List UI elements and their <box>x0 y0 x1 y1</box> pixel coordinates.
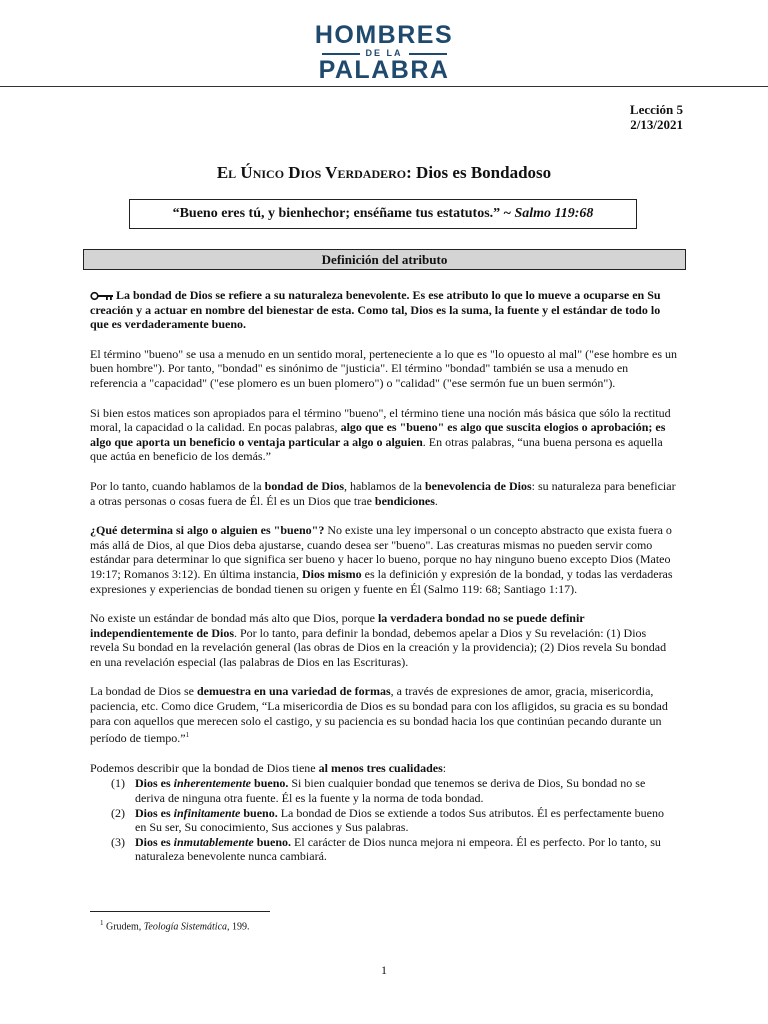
p8-bold: al menos tres cualidades <box>318 760 443 775</box>
q1-rest: Si bien cualquier bondad que tenemos se deriva de Dios, Su bondad no se deriva de ninguna otra fuente. Él es la fuente y la norma de toda bondad. <box>135 776 646 806</box>
p6-bold: la verdadera bondad no se puede definir independientemente de Dios <box>90 611 585 640</box>
logo-line-3: PALABRA <box>318 56 450 84</box>
definition-text: La bondad de Dios se refiere a su naturaleza benevolente. Es ese atributo lo que lo mueve a ocuparse en Su creación y a actuar en nombre del bienestar de esta. Como tal, Dios es la suma, la fuente y el estándar de todo lo que es verdaderamente bueno. <box>90 288 661 332</box>
lesson-number: Lección 5 <box>629 102 683 117</box>
footnote-ref[interactable]: 1 <box>185 731 190 740</box>
p4-bold-b: bondad de Dios <box>264 478 345 493</box>
footnote-divider <box>90 911 270 912</box>
paragraph-6 <box>90 611 678 669</box>
footnote-text-b: , 199. <box>227 921 250 933</box>
title-sub: : Dios es Bondadoso <box>406 163 552 182</box>
paragraph-5 <box>90 523 678 596</box>
lesson-info <box>630 102 683 132</box>
quote-reference: Salmo 119:68 <box>514 206 594 221</box>
key-icon <box>90 291 114 301</box>
p3-text-c: . En otras palabras, “una buena persona es aquella que actúa en beneficio de los demás.” <box>90 434 663 464</box>
p5-question: ¿Qué determina si algo o alguien es "bueno"? <box>90 523 325 538</box>
page-number: 1 <box>381 963 387 977</box>
p5-bold-c: Dios mismo <box>301 566 362 581</box>
list-text <box>135 806 678 835</box>
p4-text-e: : su naturaleza para beneficiar a otras personas o cosas fuera de Él. Él es un Dios que trae <box>90 478 676 508</box>
document-body <box>90 288 678 864</box>
qualities-list <box>90 776 678 864</box>
q3-em: inmutablemente <box>173 834 254 849</box>
p5-text-d: es la definición y expresión de la bondad, y todas las verdaderas expresiones y experiencias de bondad tienen su origen y fuente en Él (Salmo 119: 68; Santiago 1:17). <box>90 566 673 596</box>
paragraph-4 <box>90 479 678 508</box>
header-divider <box>0 86 768 87</box>
definition-paragraph <box>90 288 678 332</box>
footnote-title: Teología Sistemática <box>143 921 228 933</box>
footnote <box>100 919 250 932</box>
logo-line-1: HOMBRES <box>314 21 454 49</box>
q3-bold-b: bueno. <box>253 834 292 849</box>
footnote-marker: 1 <box>100 919 104 927</box>
footnote-text-a: Grudem, <box>103 921 144 933</box>
logo <box>0 22 768 82</box>
paragraph-2: El término "bueno" se usa a menudo en un sentido moral, perteneciente a lo que es "lo opuesto al mal" ("ese hombre es un buen hombre"). Por tanto, "bondad" es sinónimo de "justicia". El término "bondad" también se usa a menudo en referencia a "capacidad" ("ese plomero es un buen plomero") o "calidad" ("ese sermón fue un buen sermón"). <box>90 346 677 390</box>
q3-rest: El carácter de Dios nunca mejora ni empeora. Él es perfecto. Por lo tanto, su naturaleza benevolente nunca cambiará. <box>135 834 661 864</box>
p7-text-a: La bondad de Dios se <box>90 684 197 699</box>
p7-text-c: , a través de expresiones de amor, gracia, misericordia, paciencia, etc. Como dice Grudem, “La misericordia de Dios es su bondad para con los afligidos, su gracia es su bondad para con aquellos que merecen solo el castigo, y su paciencia es su bondad hacia los que continúan pecando durante un período de tiempo.” <box>90 684 668 746</box>
scripture-quote <box>129 199 637 229</box>
p3-bold: algo que es "bueno" es algo que suscita elogios o aprobación; es algo que aporta un beneficio o ventaja particular a algo o alguien <box>90 420 666 449</box>
list-text <box>135 776 678 805</box>
p8-text-a: Podemos describir que la bondad de Dios tiene <box>90 760 319 775</box>
q2-rest: La bondad de Dios se extiende a todos Sus atributos. Él es perfectamente bueno en Su ser, Su conocimiento, Sus acciones y Sus palabras. <box>135 805 664 835</box>
p4-text-g: . <box>434 493 438 508</box>
p4-bold-d: benevolencia de Dios <box>425 478 532 493</box>
q1-em: inherentemente <box>173 776 252 791</box>
logo-line-2: DE LA <box>0 48 768 58</box>
p4-bold-f: bendiciones <box>374 493 435 508</box>
q1-bold-b: bueno. <box>251 776 289 791</box>
p8-text-c: : <box>442 760 447 775</box>
list-text <box>135 835 678 864</box>
list-number: (2) <box>111 805 125 820</box>
q2-bold-b: bueno. <box>240 805 278 820</box>
p3-text-a: Si bien estos matices son apropiados para el término "bueno", el término tiene una noción más básica que sólo la rectitud moral, la capacidad o la calidad. En pocas palabras, <box>90 405 671 435</box>
quote-text: “Bueno eres tú, y bienhechor; enséñame tus estatutos.” ~ <box>172 206 515 221</box>
q2-em: infinitamente <box>173 805 241 820</box>
lesson-date: 2/13/2021 <box>630 117 683 132</box>
q3-bold-a: Dios es <box>135 834 174 849</box>
p5-text-b: No existe una ley impersonal o un concepto abstracto que exista fuera o más allá de Dios, al que Dios deba ajustarse, cuando desea ser "bueno". Las creaturas mismas no pueden servir como estándar para determinar lo que significa ser bueno y hacer lo bueno, porque no hay ninguno bueno excepto Dios (Mateo 19:17; Romanos 3:12). En última instancia, <box>90 523 672 581</box>
list-item <box>90 835 678 864</box>
list-item <box>90 806 678 835</box>
p7-bold: demuestra en una variedad de formas <box>196 684 391 699</box>
q2-bold-a: Dios es <box>135 805 174 820</box>
list-item <box>90 776 678 805</box>
p6-text-c: . Por lo tanto, para definir la bondad, debemos apelar a Dios y Su revelación: (1) Dios revela Su bondad en la revelación general (las obras de Dios en la creación y la providencia); (2) Dios revela Su bondad en una revelación especial (las palabras de Dios en las Escrituras). <box>90 625 667 669</box>
list-number: (3) <box>111 834 125 849</box>
p4-text-a: Por lo tanto, cuando hablamos de la <box>90 478 265 493</box>
paragraph-7 <box>90 684 678 745</box>
q1-bold-a: Dios es <box>135 776 174 791</box>
section-heading: Definición del atributo <box>83 249 686 270</box>
paragraph-3 <box>90 406 678 464</box>
qualities-intro <box>90 761 678 776</box>
list-number: (1) <box>111 776 125 791</box>
p6-text-a: No existe un estándar de bondad más alto que Dios, porque <box>90 611 378 626</box>
page-title <box>0 163 768 183</box>
title-main: El Único Dios Verdadero <box>216 163 407 182</box>
p4-text-c: , hablamos de la <box>344 478 425 493</box>
